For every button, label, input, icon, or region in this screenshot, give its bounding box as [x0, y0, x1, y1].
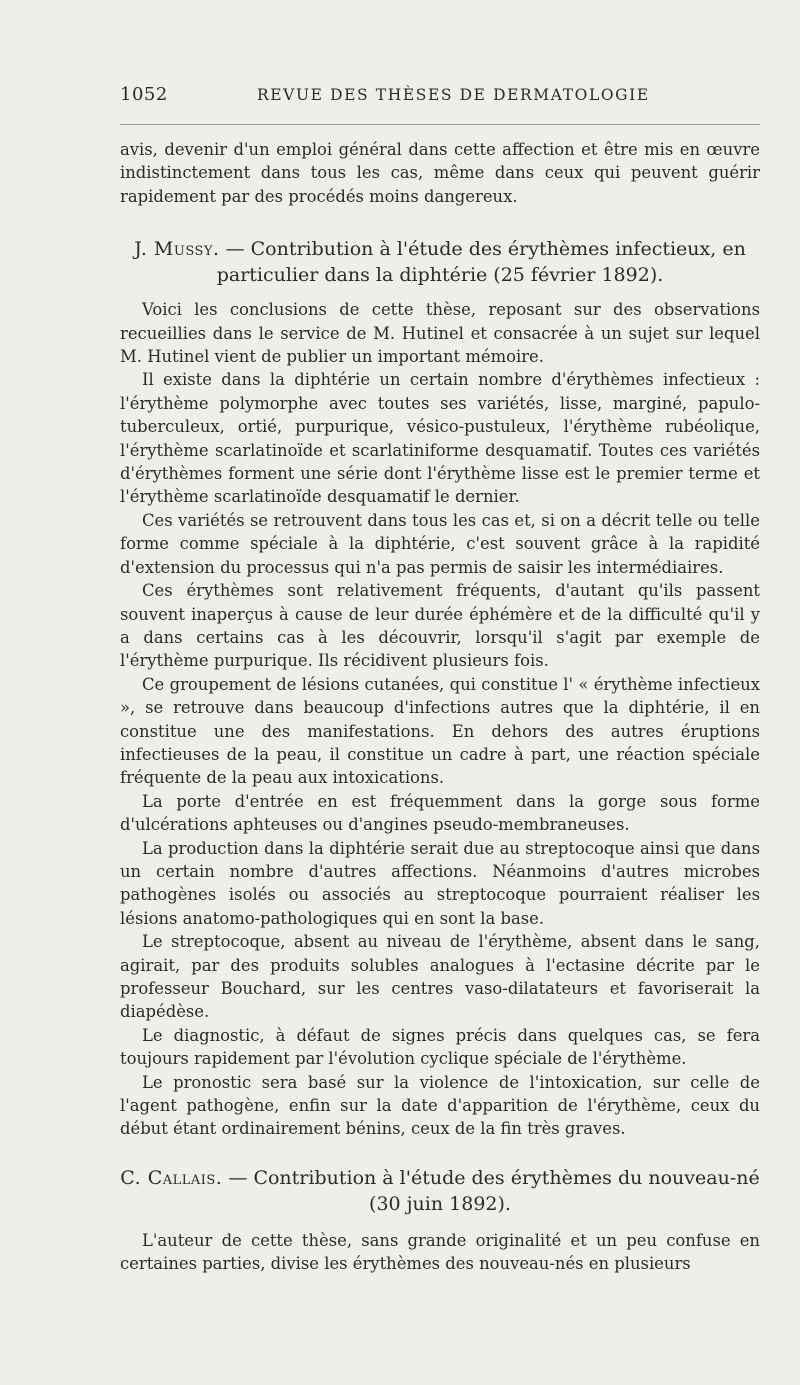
- running-title: REVUE DES THÈSES DE DERMATOLOGIE: [257, 86, 650, 104]
- paragraph: Le pronostic sera basé sur la violence de l'intoxication, sur celle de l'agent pathogène, enfin sur la date d'apparition de l'érythème, ceux du début étant ordinairement bénins, ceux de la fin très graves.: [120, 1072, 760, 1139]
- page-number: 1052: [120, 84, 168, 105]
- paragraph: Ce groupement de lésions cutanées, qui constitue l' « érythème infectieux », se retrouve dans beaucoup d'infections autres que la diphtérie, il en constitue une des manifestations. En dehors des autres éruptions infectieuses de la peau, il constitue un cadre à part, une réaction spéciale fréquente de la peau aux intoxications.: [120, 674, 760, 788]
- paragraph: La production dans la diphtérie serait due au streptocoque ainsi que dans un certain nombre d'autres affections. Néanmoins d'autres microbes pathogènes isolés ou associés au streptocoque pourraient réaliser les lésions anatomo-pathologiques qui en sont la base.: [120, 838, 760, 928]
- entry-author: C. Callais.: [120, 1166, 223, 1189]
- entry-title-text: Contribution à l'étude des érythèmes infectieux, en particulier dans la diphtérie (25 février 1892).: [216, 238, 746, 287]
- paragraph: Ces variétés se retrouvent dans tous les cas et, si on a décrit telle ou telle forme comme spéciale à la diphtérie, c'est souvent grâce à la rapidité d'extension du processus qui n'a pas permis de saisir les intermédiaires.: [120, 510, 760, 577]
- entry-title-mussy: [120, 236, 760, 288]
- paragraph: Ces érythèmes sont relativement fréquents, d'autant qu'ils passent souvent inaperçus à cause de leur durée éphémère et de la difficulté qu'il y a dans certains cas à les découvrir, lorsqu'il s'agit par exemple de l'érythème purpurique. Ils récidivent plusieurs fois.: [120, 581, 760, 671]
- entry-dash: —: [219, 238, 251, 261]
- paragraph: Le diagnostic, à défaut de signes précis dans quelques cas, se fera toujours rapidement par l'évolution cyclique spéciale de l'érythème.: [120, 1025, 760, 1069]
- entry-title-callais: [120, 1165, 760, 1217]
- page-header: [120, 84, 760, 110]
- paragraph: L'auteur de cette thèse, sans grande originalité et un peu confuse en certaines parties, divise les érythèmes des nouveau-nés en plusieurs: [120, 1230, 760, 1274]
- paragraph: La porte d'entrée en est fréquemment dans la gorge sous forme d'ulcérations aphteuses ou d'angines pseudo-membraneuses.: [120, 791, 760, 835]
- page-body: [120, 138, 760, 1276]
- entry-dash: —: [222, 1166, 254, 1189]
- paragraph: Il existe dans la diphtérie un certain nombre d'érythèmes infectieux : l'érythème polymorphe avec toutes ses variétés, lisse, marginé, papulo-tuberculeux, ortié, purpurique, vésico-pustuleux, l'érythème rubéolique, l'érythème scarlatinoïde et scarlatiniforme desquamatif. Toutes ces variétés d'érythèmes forment une série dont l'érythème lisse est le premier terme et l'érythème scarlatinoïde desquamatif le dernier.: [120, 370, 760, 507]
- paragraph: Voici les conclusions de cette thèse, reposant sur des observations recueillies dans le service de M. Hutinel et consacrée à un sujet sur lequel M. Hutinel vient de publier un important mémoire.: [120, 300, 760, 367]
- paragraph: Le streptocoque, absent au niveau de l'érythème, absent dans le sang, agirait, par des produits solubles analogues à l'ectasine décrite par le professeur Bouchard, sur les centres vaso-dilatateurs et favoriserait la diapédèse.: [120, 932, 760, 1022]
- entry-author: J. Mussy.: [134, 238, 220, 261]
- entry-title-text: Contribution à l'étude des érythèmes du nouveau-né (30 juin 1892).: [253, 1166, 760, 1215]
- header-rule: [120, 124, 760, 125]
- continuation-paragraph: avis, devenir d'un emploi général dans cette affection et être mis en œuvre indistinctement dans tous les cas, même dans ceux qui peuvent guérir rapidement par des procédés moins dangereux.: [120, 140, 760, 206]
